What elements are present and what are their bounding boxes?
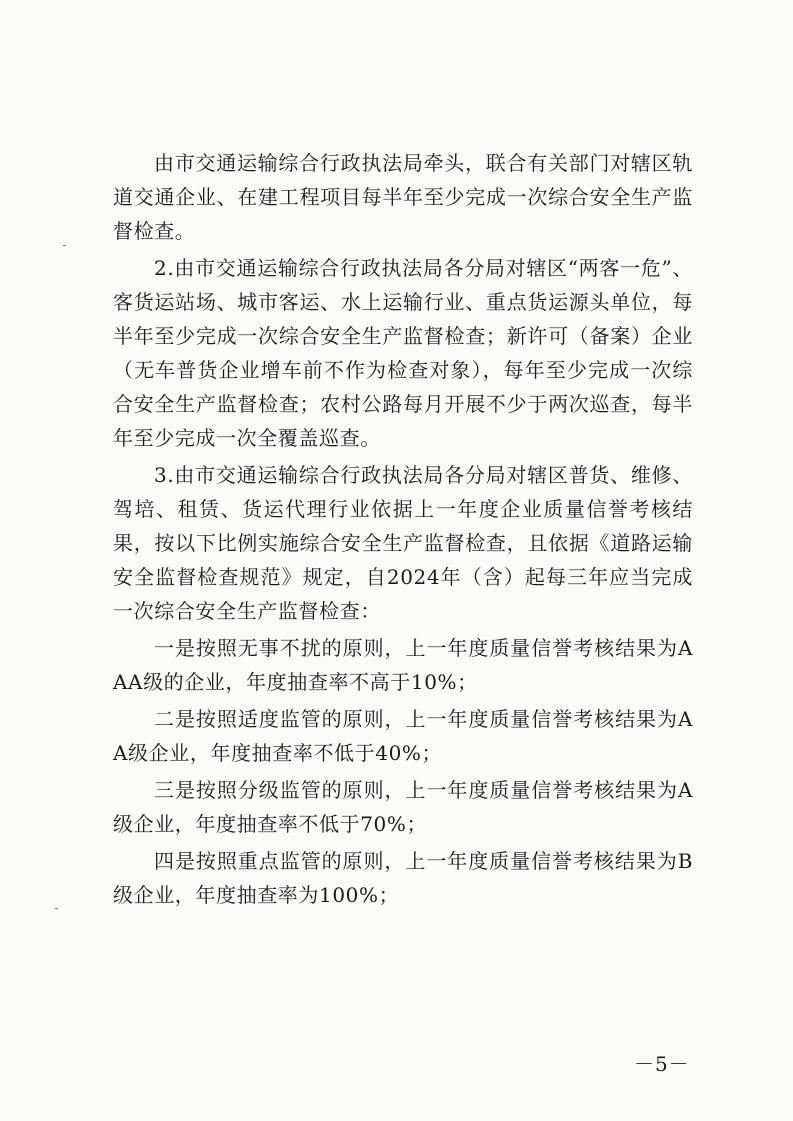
- paragraph-2: 2.由市交通运输综合行政执法局各分局对辖区“两客一危”、客货运站场、城市客运、水上运输行业、重点货运源头单位，每半年至少完成一次综合安全生产监督检查；新许可（备案）企业（无车普货企业增车前不作为检查对象），每年至少完成一次综合安全生产监督检查；农村公路每月开展不少于两次巡查，每半年至少完成一次全覆盖巡查。: [113, 256, 693, 450]
- paragraph-1: 由市交通运输综合行政执法局牵头，联合有关部门对辖区轨道交通企业、在建工程项目每半年至少完成一次综合安全生产监督检查。: [113, 151, 693, 243]
- paragraph-3: 3.由市交通运输综合行政执法局各分局对辖区普货、维修、驾培、租赁、货运代理行业依据上一年度企业质量信誉考核结果，按以下比例实施综合安全生产监督检查，且依据《道路运输安全监督检查规范》规定，自2024年（含）起每三年应当完成一次综合安全生产监督检查：: [113, 463, 693, 623]
- paragraph-7: 四是按照重点监管的原则，上一年度质量信誉考核结果为B级企业，年度抽查率为100%；: [113, 849, 693, 907]
- scan-mark: [63, 245, 66, 246]
- document-body: [113, 146, 693, 912]
- page-number: －5－: [634, 1052, 690, 1076]
- paragraph-5: 二是按照适度监管的原则，上一年度质量信誉考核结果为AA级企业，年度抽查率不低于40%；: [113, 707, 693, 765]
- paragraph-4: 一是按照无事不扰的原则，上一年度质量信誉考核结果为AAA级的企业，年度抽查率不高于10%；: [113, 636, 693, 694]
- scan-mark: [55, 908, 58, 909]
- paragraph-6: 三是按照分级监管的原则，上一年度质量信誉考核结果为A级企业，年度抽查率不低于70%；: [113, 778, 693, 836]
